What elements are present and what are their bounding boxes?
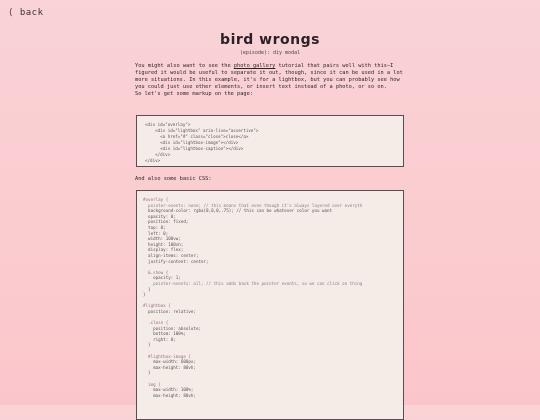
css-code-block	[136, 190, 404, 420]
code-line: max-width: 100%;	[143, 387, 194, 393]
page-subtitle: (episode): diy modal	[239, 50, 301, 56]
code-line: img {	[143, 381, 161, 387]
code-line: align-items: center;	[143, 252, 199, 258]
photo-gallery-link[interactable]: photo gallery	[233, 63, 276, 69]
code-line: pointer-events: all; // this adds back the pointer events, so we can click on thing	[143, 280, 363, 286]
code-line: #lightbox-image {	[143, 353, 191, 359]
code-line: &.show {	[143, 269, 169, 275]
code-line: position: relative;	[143, 308, 196, 314]
code-line: }	[143, 342, 151, 348]
code-line: position: fixed;	[143, 219, 189, 225]
code-line: height: 100vh;	[143, 241, 184, 247]
code-line: </div>	[145, 152, 171, 157]
intro-part1: You might also want to see the	[135, 63, 234, 69]
code-line: <div id="lightbox" aria-live="assertive">	[145, 128, 259, 133]
code-line: display: flex;	[143, 247, 184, 253]
code-line: #lightbox {	[143, 303, 171, 309]
intro-part3: So let's get some markup on the page:	[135, 91, 253, 97]
code-line: #overlay {	[143, 197, 169, 202]
code-line: background-color: rgba(0,0,0,.75); // this can be whatever color you want	[143, 208, 333, 214]
code-line: max-width: 600px;	[143, 359, 196, 365]
back-link[interactable]: ⟨ back	[8, 8, 44, 18]
code-line: pointer-events: none; // this means that even though it's always layered over everyth	[143, 202, 363, 208]
code-line: right: 0;	[143, 336, 176, 342]
code-line: max-height: 80vh;	[143, 392, 196, 398]
code-line: position: absolute;	[143, 325, 201, 331]
code-line: opacity: 0;	[143, 213, 176, 219]
code-line: max-height: 80vh;	[143, 364, 196, 370]
code-line: }	[143, 286, 151, 292]
code-line: opacity: 1;	[143, 275, 181, 281]
code-line: }	[143, 370, 151, 376]
code-line: justify-content: center;	[143, 258, 209, 264]
code-line: width: 100vw;	[143, 236, 181, 242]
code-line: <div id="lightbox-caption"></div>	[145, 146, 244, 151]
code-line: <a href="#" class="close">close</a>	[145, 134, 249, 139]
html-code-block	[136, 115, 404, 167]
intro-part2: tutorial that pairs well with this—I figured it would be useful to separate it out, though, since it can be used in a lot more situations. In this example, it's for a lightbox, but you can probably see how you could just use other elements, or insert text instead of a photo, or so on.	[135, 63, 403, 90]
code-line: </div>	[145, 158, 161, 163]
page-title: bird wrongs	[220, 32, 320, 48]
code-line: }	[143, 292, 146, 298]
code-line: bottom: 100%;	[143, 331, 186, 337]
code-line: <div id="lightbox-image"></div>	[145, 140, 239, 145]
code-line: .close {	[143, 320, 169, 326]
code-line: <div id="overlay">	[145, 122, 191, 127]
code-line: top: 0;	[143, 224, 166, 230]
code-line: left: 0;	[143, 230, 169, 236]
css-label: And also some basic CSS:	[135, 176, 212, 182]
intro-text	[135, 63, 405, 98]
